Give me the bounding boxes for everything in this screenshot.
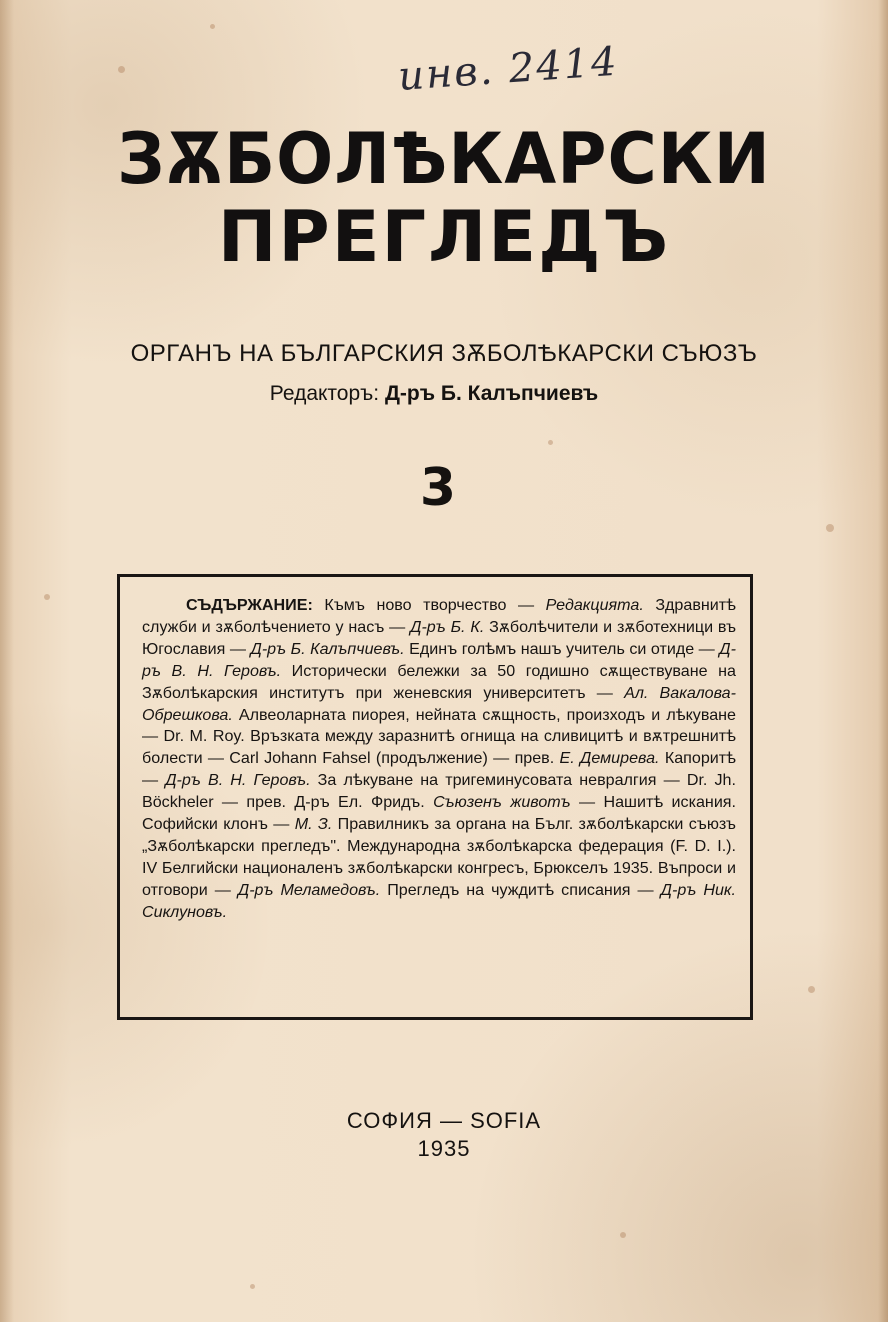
contents-part: Капоритѣ —: [142, 749, 736, 790]
contents-text: [142, 595, 736, 924]
contents-author: Д-ръ Меламедовъ.: [237, 880, 381, 899]
journal-title-line-1: ЗѪБОЛѢКАРСКИ: [117, 118, 771, 200]
contents-author: М. З.: [294, 815, 333, 834]
foxing-spot: [210, 24, 215, 29]
contents-part: Зѫболѣчители и зѫботехници въ Югославия —: [142, 617, 737, 658]
contents-author: Редакцията.: [545, 596, 644, 614]
contents-part: За лѣкуване на тригеминусовата невралгия — Dr. Jh. Böckheler — прев. Д-ръ Ел. Фридъ.: [142, 771, 736, 812]
contents-author: Ал. Вакалова-Обрешкова.: [142, 683, 736, 724]
contents-section: Съюзенъ животъ: [433, 793, 571, 812]
contents-label: СЪДЪРЖАНИЕ:: [186, 596, 313, 614]
contents-part: Алвеоларната пиорея, нейната сѫщность, произходъ и лѣкуване — Dr. M. Roy. Връзката между заразнитѣ огнища на сливицитѣ и вѫтрешнитѣ болести — Carl Johann Fahsel (продължение) — прев.: [142, 705, 736, 768]
foxing-spot: [808, 986, 815, 993]
contents-author: Е. Демирева.: [559, 749, 660, 768]
organ-subtitle: ОРГАНЪ НА БЪЛГАРСКИЯ ЗѪБОЛѢКАРСКИ СЪЮЗЪ: [130, 340, 758, 367]
foxing-spot: [620, 1232, 626, 1238]
contents-part: — Нашитѣ искания. Софийски клонъ —: [142, 793, 736, 834]
contents-part: Единъ голѣмъ нашъ учитель си отиде —: [404, 639, 720, 658]
foxing-spot: [44, 594, 50, 600]
contents-author: Д-ръ Б. К.: [410, 617, 485, 636]
foxing-spot: [118, 66, 125, 73]
contents-part: Къмъ ново творчество —: [312, 596, 546, 614]
publication-city: СОФИЯ — SOFIA: [346, 1108, 542, 1133]
publication-year: 1935: [417, 1136, 471, 1161]
editor-line: [0, 382, 868, 406]
contents-author: Д-ръ В. Н. Геровъ.: [142, 639, 736, 680]
contents-part: Исторически бележки за 50 годишно сѫществуване на Зѫболѣкарския институтъ при женевския университетъ —: [142, 661, 736, 702]
editor-name: Д-ръ Б. Калъпчиевъ: [384, 382, 599, 405]
contents-box: [117, 574, 753, 1020]
handwritten-inventory-note: инв. 2414: [396, 38, 620, 100]
contents-author: Д-ръ В. Н. Геровъ.: [165, 771, 311, 790]
journal-title-line-2: ПРЕГЛЕДЪ: [217, 196, 671, 278]
editor-label: Редакторъ:: [269, 382, 380, 405]
issue-number: 3: [419, 458, 457, 518]
foxing-spot: [826, 524, 834, 532]
foxing-spot: [548, 440, 553, 445]
foxing-spot: [250, 1284, 255, 1289]
contents-author: Д-ръ Ник. Сиклуновъ.: [142, 880, 736, 921]
contents-part: Здравнитѣ служби и зѫболѣчението у насъ —: [142, 596, 736, 636]
contents-part: Правилникъ за органа на Бълг. зѫболѣкарски съюзъ „Зѫболѣкарски прегледъ". Международна зѫболѣкарска федерация (F. D. I.). IV Белгийски националенъ зѫболѣкарски конгресъ, Брюкселъ 1935. Въпроси и отговори —: [142, 815, 736, 899]
contents-part: Прегледъ на чуждитѣ списания —: [380, 880, 661, 899]
contents-author: Д-ръ Б. Калъпчиевъ.: [250, 639, 405, 658]
